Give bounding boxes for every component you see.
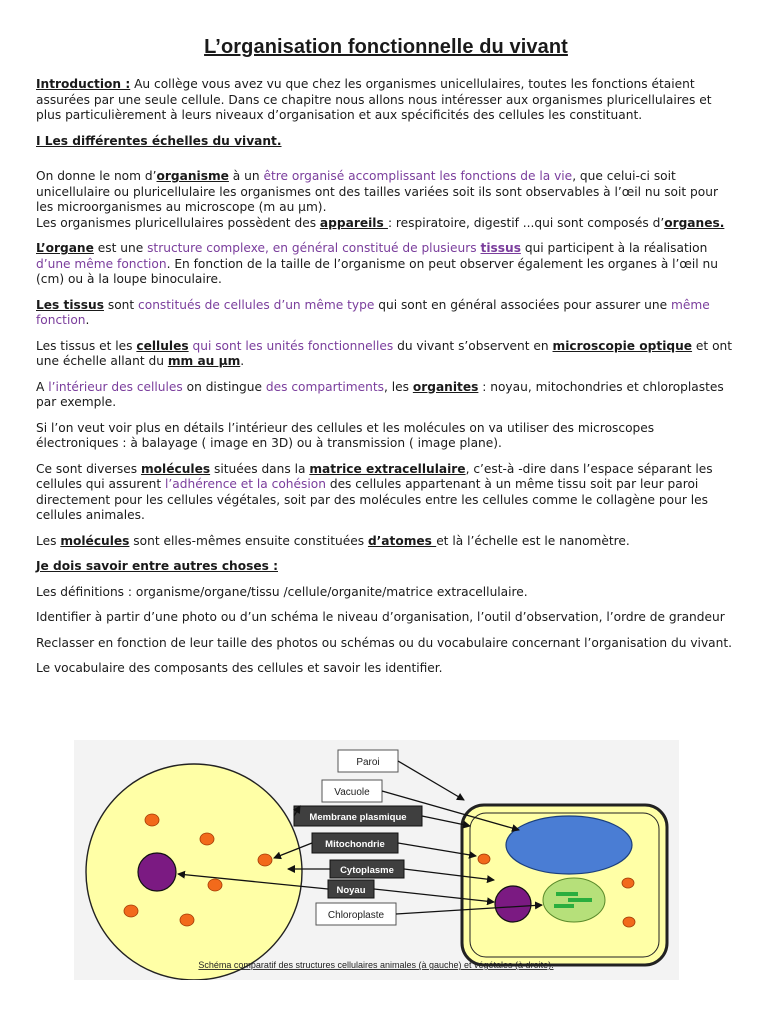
term-organites: organites: [412, 379, 479, 394]
intro-text: Au collège vous avez vu que chez les organismes unicellulaires, toutes les fonctions étaient assurées par une seule cellule. Dans ce chapitre nous allons nous intéresser aux organismes pluricellulaires et plus particulièrement à leurs niveaux d’organisation et aux spécificités des cellules les constituant.: [36, 77, 712, 122]
savoir-heading: Je dois savoir entre autres choses :: [36, 559, 278, 573]
definition-adherence: l’adhérence et la cohésion: [165, 477, 326, 491]
text-span: , c’est-à -dire dans l’espace séparant les cellules qui assurent: [36, 461, 713, 491]
thylakoid: [556, 892, 578, 896]
definition-tissus: constitués de cellules d’un même type: [138, 297, 375, 312]
savoir-item: Identifier à partir d’une photo ou d’un schéma le niveau d’organisation, l’outil d’observation, l’ordre de grandeur: [36, 610, 725, 624]
text-span: Ce sont diverses: [36, 461, 141, 476]
text-span: et là l’échelle est le nanomètre.: [436, 533, 630, 548]
document-page: [36, 36, 736, 687]
label-paroi: Paroi: [356, 757, 380, 768]
definition-organe: structure complexe, en général constitué de plusieurs: [147, 241, 481, 255]
plant-mitochondria: [623, 917, 635, 927]
definition-cellules: qui sont les unités fonctionnelles: [188, 338, 394, 353]
definition-compartiments: des compartiments: [265, 379, 384, 394]
term-scale: mm au µm: [167, 354, 241, 368]
term-organe: L’organe: [36, 241, 94, 255]
savoir-item: Les définitions : organisme/organe/tissu /cellule/organite/matrice extracellulaire.: [36, 584, 528, 599]
term-atomes: d’atomes: [367, 533, 437, 548]
text-span: .: [240, 354, 245, 368]
text-span: , que celui-ci soit unicellulaire ou pluricellulaire les organismes ont des tailles variées soit ils sont observables à l’œil nu soit pour les microorganismes au microscope (m au µm).: [36, 169, 718, 214]
paragraph-atomes: [36, 534, 736, 550]
animal-mitochondria: [124, 905, 138, 917]
text-span: sont elles-mêmes ensuite constituées: [129, 533, 368, 548]
diagram-caption: Schéma comparatif des structures cellulaires animales (à gauche) et végétales (à droite).: [198, 960, 554, 970]
text-span: A: [36, 379, 49, 394]
text-span: on distingue: [182, 379, 266, 394]
paragraph-microscopes: Si l’on veut voir plus en détails l’intérieur des cellules et les molécules on va utiliser des microscopes électroniques : à balayage ( image en 3D) ou à transmission ( image plane).: [36, 420, 655, 450]
text-span: qui sont en général associées pour assurer une: [374, 297, 672, 312]
term-molecules-2: molécules: [60, 533, 130, 548]
text-span: Les tissus et les: [36, 338, 137, 353]
savoir-item: Reclasser en fonction de leur taille des photos ou schémas ou du vocabulaire concernant l’organisation du vivant.: [36, 635, 732, 650]
text-span: On donne le nom d’: [36, 169, 157, 183]
text-span: et ont une échelle allant du: [36, 338, 733, 368]
text-span: des cellules appartenant à un même tissu soit par leur paroi directement pour les cellules végétales, soit par des molécules entre les cellules comme le collagène pour les cellules animales.: [36, 477, 708, 522]
text-span: : respiratoire, digestif ...qui sont composés d’: [387, 215, 665, 230]
animal-mitochondria: [208, 879, 222, 891]
paragraph-cellules: [36, 339, 736, 370]
text-span: Les organismes pluricellulaires possèdent des: [36, 215, 320, 230]
plant-vacuole: [506, 816, 632, 874]
text-span: situées dans la: [210, 461, 310, 476]
animal-mitochondria: [180, 914, 194, 926]
text-span: Les: [36, 533, 61, 548]
term-appareils: appareils: [319, 215, 388, 230]
text-span: : noyau, mitochondries et chloroplastes par exemple.: [36, 379, 724, 409]
text-span: sont: [103, 297, 139, 312]
term-molecules: molécules: [140, 461, 211, 476]
paragraph-matrice: [36, 462, 736, 524]
paragraph-organisme: [36, 169, 736, 231]
label-mitochondrie: Mitochondrie: [325, 839, 385, 850]
animal-cell: [86, 764, 302, 980]
text-span: est une: [93, 241, 148, 255]
text-span: .: [85, 313, 90, 327]
definition-fonction: d’une même fonction: [36, 256, 167, 271]
animal-mitochondria: [145, 814, 159, 826]
text-span: qui participent à la: [520, 241, 644, 255]
section-heading: I Les différentes échelles du vivant.: [36, 133, 282, 148]
label-membrane: Membrane plasmique: [309, 812, 407, 823]
term-microscopie: microscopie optique: [552, 338, 693, 353]
term-les-tissus: Les tissus: [36, 297, 104, 312]
term-tissus: tissus: [480, 241, 521, 255]
plant-nucleus: [495, 886, 531, 922]
cell-diagram: [74, 740, 679, 980]
definition-meme-fonction: même fonction: [36, 297, 710, 327]
text-span: à un: [228, 169, 264, 183]
animal-mitochondria: [258, 854, 272, 866]
label-cytoplasme: Cytoplasme: [340, 865, 394, 876]
plant-mitochondria: [478, 854, 490, 864]
plant-mitochondria: [622, 878, 634, 888]
term-organisme: organisme: [156, 169, 229, 183]
term-cellules: cellules: [136, 338, 189, 353]
paragraph-organe: [36, 241, 736, 288]
animal-mitochondria: [200, 833, 214, 845]
paragraph-organites: [36, 380, 736, 411]
text-span: . En fonction de la taille de l’organisme on peut observer également les organes à l’œil nu (cm) ou à la loupe binoculaire.: [36, 256, 718, 286]
text-span: du vivant s’observent en: [393, 338, 553, 353]
thylakoid: [568, 898, 592, 902]
savoir-item: Le vocabulaire des composants des cellules et savoir les identifier.: [36, 661, 443, 675]
term-organes: organes.: [664, 215, 725, 230]
intro-paragraph: [36, 77, 736, 124]
page-title: L’organisation fonctionnelle du vivant: [204, 36, 568, 58]
label-vacuole: Vacuole: [334, 787, 370, 798]
text-span: réalisation: [643, 241, 708, 255]
label-chloroplaste: Chloroplaste: [327, 910, 385, 921]
label-noyau: Noyau: [336, 885, 366, 896]
term-matrice: matrice extracellulaire: [309, 461, 466, 476]
paragraph-tissus: [36, 298, 736, 329]
intro-label: Introduction :: [36, 77, 131, 91]
definition-organisme: être organisé accomplissant les fonctions de la vie: [263, 169, 573, 183]
thylakoid: [554, 904, 574, 908]
definition-interieur: l’intérieur des cellules: [48, 379, 183, 394]
animal-nucleus: [138, 853, 176, 891]
text-span: , les: [383, 379, 413, 394]
